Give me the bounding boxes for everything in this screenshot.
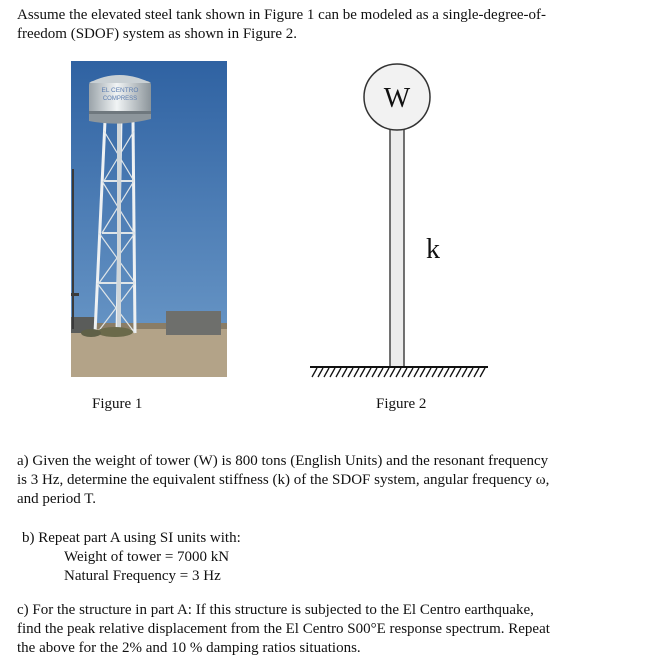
part-b-line-1: b) Repeat part A using SI units with: (22, 530, 241, 546)
part-c-line-2: find the peak relative displacement from the El Centro S00°E response spectrum. Repeat (17, 621, 550, 637)
tank-lettering-line-2: COMPRESS (102, 96, 138, 102)
part-b-weight: Weight of tower = 7000 kN (64, 549, 230, 565)
part-a-paragraph (17, 452, 647, 509)
figure-2-caption: Figure 2 (376, 396, 427, 412)
figure-1-caption: Figure 1 (92, 396, 143, 412)
part-b-frequency: Natural Frequency = 3 Hz (64, 568, 221, 584)
part-c-line-3: the above for the 2% and 10 % damping ratios situations. (17, 640, 361, 656)
part-b-paragraph (22, 529, 622, 586)
part-a-line-1: a) Given the weight of tower (W) is 800 tons (English Units) and the resonant frequency (17, 453, 549, 469)
part-a-line-2: is 3 Hz, determine the equivalent stiffness (k) of the SDOF system, angular frequency ω, (17, 472, 550, 488)
figure-2-sdof-diagram (300, 55, 500, 385)
stiffness-label: k (426, 234, 440, 265)
part-a-line-3: and period T. (17, 491, 97, 507)
intro-line-2: freedom (SDOF) system as shown in Figure 2. (17, 26, 297, 42)
ground-hatching (312, 368, 485, 377)
stiffness-column (390, 123, 404, 367)
part-c-line-1: c) For the structure in part A: If this structure is subjected to the El Centro earthquake, (17, 602, 534, 618)
tank-lettering-line-1: EL CENTRO (101, 87, 139, 94)
mass-label: W (383, 83, 411, 114)
figure-1-water-tower-photo (71, 61, 227, 377)
part-c-paragraph (17, 601, 647, 658)
intro-line-1: Assume the elevated steel tank shown in Figure 1 can be modeled as a single-degree-of- (17, 7, 546, 23)
intro-paragraph (17, 6, 647, 44)
